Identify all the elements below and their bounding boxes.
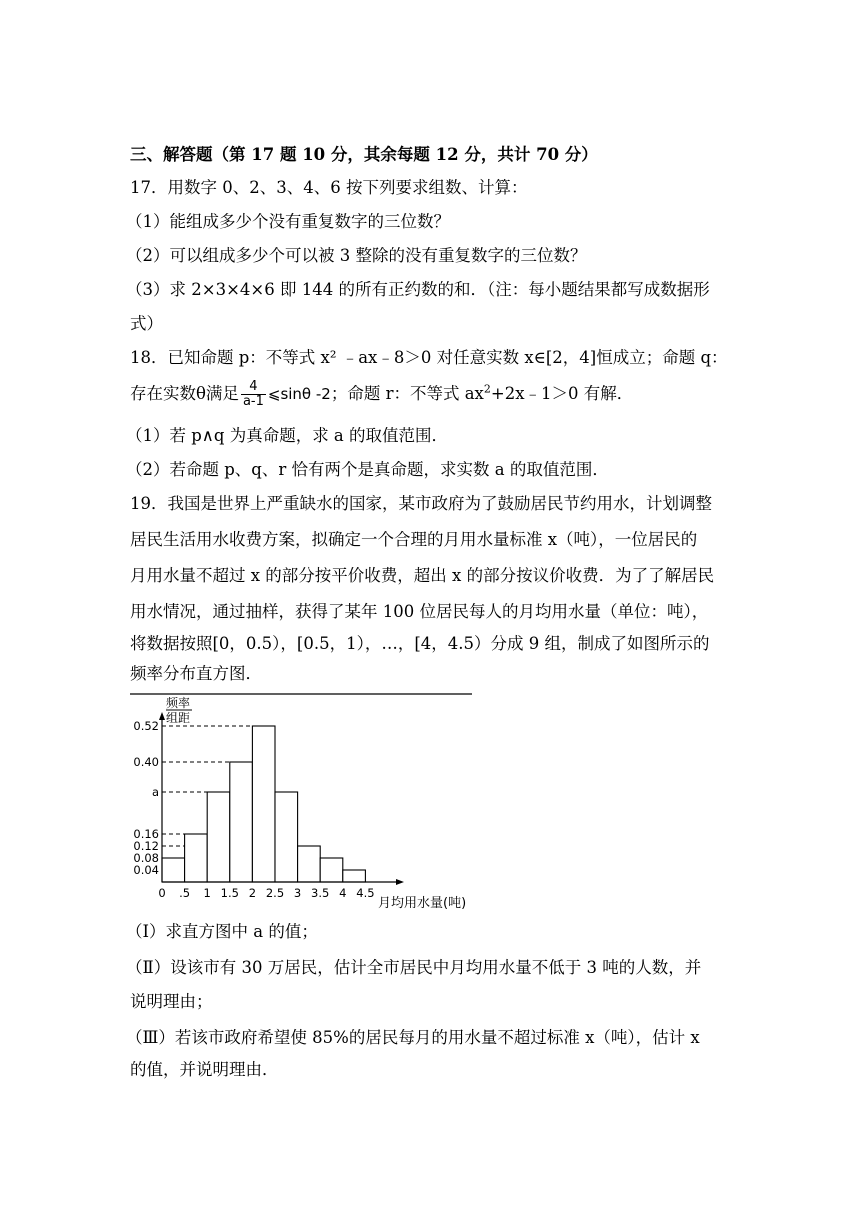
chart-xtick-label-1: .5: [179, 886, 191, 900]
q18-line1: 18．已知命题 p：不等式 x² ﹣ax﹣8＞0 对任意实数 x∈[2，4]恒成立；命题 q：: [130, 348, 728, 367]
chart-ytick-label-0: 0.52: [133, 719, 159, 733]
q19-line4: 用水情况，通过抽样，获得了某年 100 位居民每人的月均用水量（单位：吨），: [130, 602, 709, 621]
q18-line2-sup: 2: [483, 382, 491, 396]
chart-ylabel-top: 频率: [165, 696, 191, 710]
chart-bar-2: [207, 792, 230, 882]
frequency-histogram: [130, 690, 480, 915]
q17-part1: （1）能组成多少个没有重复数字的三位数？: [126, 212, 450, 231]
chart-ytick-label-5: 0.08: [133, 851, 159, 865]
q19-subq3-line2: 的值，并说明理由．: [130, 1060, 279, 1079]
chart-xtick-label-5: 2.5: [265, 886, 285, 900]
q18-part2: （2）若命题 p、q、r 恰有两个是真命题，求实数 a 的取值范围．: [126, 460, 609, 479]
chart-xtick-label-6: 3: [293, 886, 302, 900]
chart-xlabel: 月均用水量(吨): [378, 896, 467, 911]
q19-line1: 19．我国是世界上严重缺水的国家，某市政府为了鼓励居民节约用水，计划调整: [130, 494, 712, 513]
q17-part3-line1: （3）求 2×3×4×6 即 144 的所有正约数的和．（注：每小题结果都写成数据形: [126, 280, 710, 299]
chart-bar-7: [320, 858, 343, 882]
q17-stem: 17．用数字 0、2、3、4、6 按下列要求组数、计算：: [130, 178, 528, 197]
q18-line2-c: ；命题 r：不等式 ax: [330, 384, 484, 403]
q19-line2: 居民生活用水收费方案，拟确定一个合理的月用水量标准 x（吨），一位居民的: [130, 530, 698, 549]
q19-subq2-line1: （Ⅱ）设该市有 30 万居民，估计全市居民中月均用水量不低于 3 吨的人数，并: [126, 958, 702, 977]
chart-xtick-label-9: 4.5: [356, 886, 375, 900]
q18-fraction: [241, 380, 266, 409]
chart-xtick-label-4: 2: [248, 886, 257, 900]
q17-part3-line2: 式）: [130, 314, 163, 333]
chart-bar-3: [230, 762, 253, 882]
q18-line2: [130, 380, 633, 409]
q18-line2-a: 存在实数θ满足: [130, 384, 239, 403]
chart-x-arrow: [396, 879, 404, 885]
chart-bar-1: [185, 834, 208, 882]
q19-line3: 月用水量不超过 x 的部分按平价收费，超出 x 的部分按议价收费．为了了解居民: [130, 566, 715, 585]
chart-bar-6: [298, 846, 321, 882]
q18-fraction-denominator: a-1: [242, 394, 264, 409]
q19-line6: 频率分布直方图．: [130, 664, 262, 683]
chart-xtick-label-3: 1.5: [220, 886, 239, 900]
chart-bar-8: [343, 870, 366, 882]
q18-line2-b: ⩽sinθ -2: [267, 385, 331, 403]
chart-ytick-label-6: 0.04: [133, 863, 159, 877]
chart-y-arrow: [159, 712, 165, 720]
chart-xtick-label-7: 3.5: [311, 886, 330, 900]
chart-xtick-label-8: 4: [339, 886, 347, 900]
chart-ytick-label-1: 0.40: [133, 755, 159, 769]
section-heading: 三、解答题（第 17 题 10 分，其余每题 12 分，共计 70 分）: [130, 145, 598, 164]
chart-bar-4: [252, 726, 275, 882]
chart-xtick-label-2: 1: [203, 886, 211, 900]
chart-bar-0: [162, 858, 185, 882]
q19-subq3-line1: （Ⅲ）若该市政府希望使 85%的居民每月的用水量不超过标准 x（吨），估计 x: [126, 1028, 700, 1047]
q18-fraction-numerator: 4: [241, 380, 266, 395]
chart-ytick-label-3: 0.16: [133, 827, 159, 841]
q19-subq2-line2: 说明理由；: [130, 992, 213, 1011]
chart-bar-5: [275, 792, 298, 882]
chart-ylabel-bottom: 组距: [165, 711, 191, 725]
q18-part1: （1）若 p∧q 为真命题，求 a 的取值范围．: [126, 426, 449, 445]
chart-xtick-label-0: 0: [158, 886, 166, 900]
q17-part2: （2）可以组成多少个可以被 3 整除的没有重复数字的三位数？: [126, 246, 587, 265]
chart-ytick-label-2: a: [151, 785, 159, 799]
q19-line5: 将数据按照[0，0.5），[0.5，1），…，[4，4.5）分成 9 组，制成了如图所示的: [130, 634, 710, 653]
q18-line2-d: +2x﹣1＞0 有解．: [490, 384, 634, 403]
q19-subq1: （Ⅰ）求直方图中 a 的值；: [126, 922, 318, 941]
chart-ytick-label-4: 0.12: [133, 839, 159, 853]
